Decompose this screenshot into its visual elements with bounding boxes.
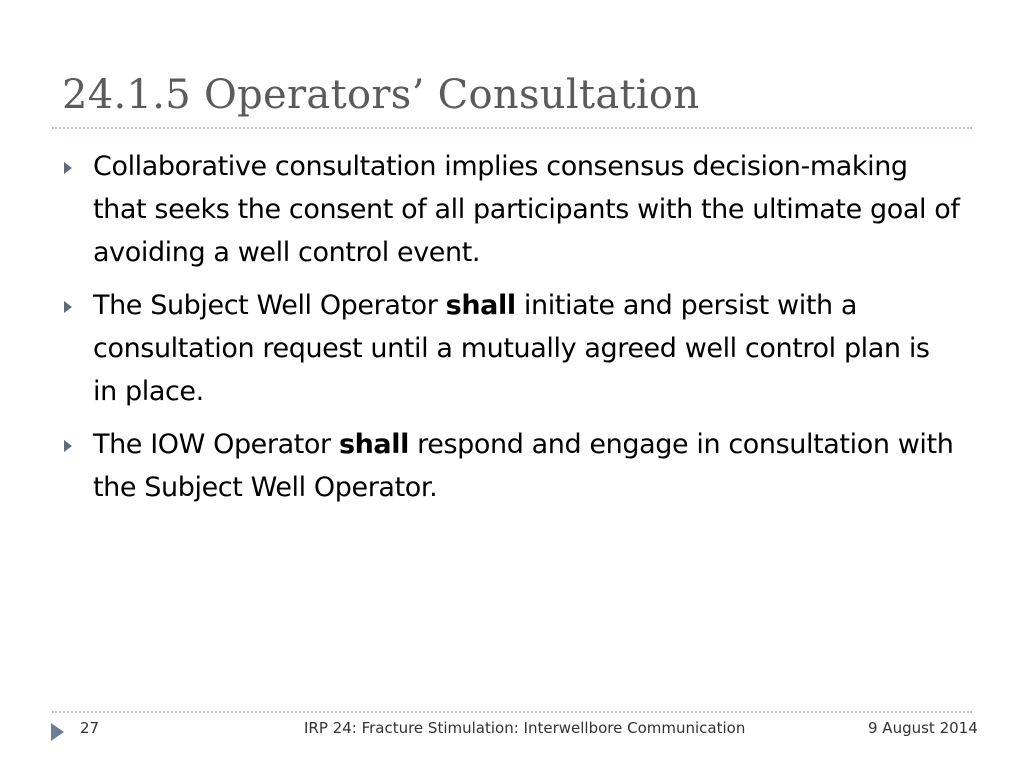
footer-arrow-icon [51,723,64,741]
footer-divider [52,711,972,713]
footer-date: 9 August 2014 [868,719,978,737]
bullet-text: initiate and persist with a consultation request until a mutually agreed well control plan is in place. [93,290,930,407]
bullet-arrow-icon [64,440,72,452]
bullet-item [60,423,960,509]
title-divider [52,127,972,129]
bullet-text: The IOW Operator [93,429,339,460]
bullet-arrow-icon [64,162,72,174]
page-number: 27 [80,719,100,737]
bullet-text: Collaborative consultation implies consensus decision-making that seeks the consent of all participants with the ultimate goal of avoiding a well control event. [93,151,960,268]
bullet-text: The Subject Well Operator [93,290,446,321]
slide-title: 24.1.5 Operators’ Consultation [62,72,700,118]
bullet-item [60,145,960,274]
bullet-item [60,284,960,413]
footer-title: IRP 24: Fracture Stimulation: Interwellbore Communication [304,719,746,737]
bullet-arrow-icon [64,301,72,313]
bullet-emphasis: shall [338,429,409,460]
bullet-emphasis: shall [445,290,516,321]
bullet-list [60,145,960,519]
bullet-text: respond and engage in consultation with the Subject Well Operator. [93,429,954,503]
